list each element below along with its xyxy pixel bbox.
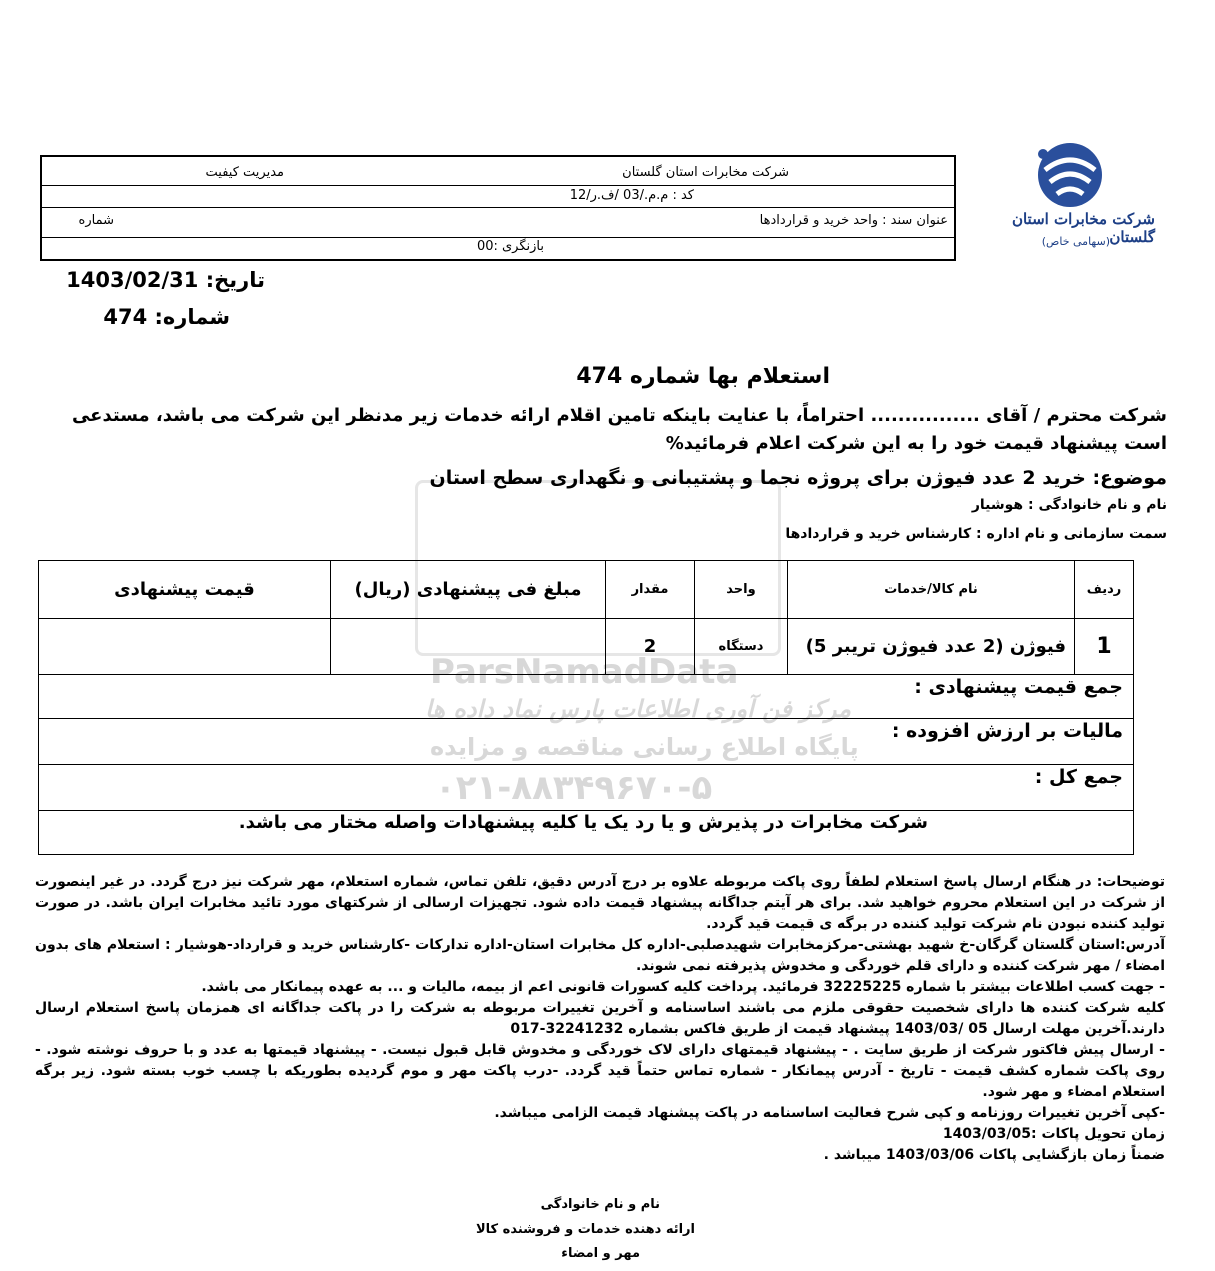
header-company: شرکت مخابرات استان گلستان <box>622 165 789 180</box>
signature-seal: مهر و امضاء <box>561 1246 640 1261</box>
header-revision: بازنگری :00 <box>476 239 544 254</box>
cell-price[interactable] <box>39 619 331 675</box>
company-logo <box>985 140 1165 260</box>
watermark-brand: ParsNamadData <box>430 652 739 692</box>
th-row: ردیف <box>1075 561 1134 619</box>
doc-date: تاریخ: 1403/02/31 <box>66 268 265 292</box>
intro-paragraph: شرکت محترم / آقای ................ احتراماً، با عنایت باینکه تامین اقلام ارائه خدمات زیر مدنظر این شرکت می باشد، مستدعی است پیشنهاد قیمت خود را به این شرکت اعلام فرمائید% <box>71 405 1167 454</box>
watermark-phone: ۰۲۱-۸۸۳۴۹۶۷۰-۵ <box>435 768 713 808</box>
vat-row <box>39 719 1134 765</box>
note-7: زمان تحویل پاکات :1403/03/05 <box>942 1126 1165 1142</box>
cell-row: 1 <box>1075 619 1134 675</box>
header-number-label: شماره <box>78 213 114 228</box>
cell-unit-price[interactable] <box>331 619 606 675</box>
vat-label: مالیات بر ارزش افزوده : <box>39 719 1134 765</box>
table-row <box>39 619 1134 675</box>
th-unit: واحد <box>695 561 788 619</box>
doc-number: شماره: 474 <box>103 305 230 329</box>
subject-line: موضوع: خرید 2 عدد فیوژن برای پروژه نجما و پشتیبانی و نگهداری سطح استان <box>429 467 1167 489</box>
watermark-line1: مرکز فن آوری اطلاعات پارس نماد داده ها <box>425 695 851 723</box>
watermark-line2: پایگاه اطلاع رسانی مناقصه و مزایده <box>430 733 859 761</box>
page-title: استعلام بها شماره 474 <box>576 364 830 389</box>
items-table <box>38 560 1134 855</box>
th-item: نام کالا/خدمات <box>788 561 1075 619</box>
table-footer: شرکت مخابرات در پذیرش و یا رد یک یا کلیه پیشنهادات واصله مختار می باشد. <box>39 811 1134 855</box>
header-row-2 <box>42 185 954 208</box>
header-code: کد : م.م./03 /ف.ر/12 <box>569 188 694 203</box>
signature-name: نام و نام خانوادگی <box>540 1197 660 1212</box>
th-qty: مقدار <box>606 561 695 619</box>
sum-row <box>39 675 1134 719</box>
header-quality: مدیریت کیفیت <box>205 165 284 180</box>
logo-sub: (سهامی خاص) <box>1041 235 1110 248</box>
sum-label: جمع قیمت پیشنهادی : <box>39 675 1134 719</box>
note-6: -کپی آخرین تغییرات روزنامه و کپی شرح فعالیت اساسنامه در پاکت پیشنهاد قیمت الزامی میباشد. <box>494 1105 1165 1121</box>
cell-item: فیوژن (2 عدد فیوژن تریبر 5) <box>788 619 1075 675</box>
th-unit-price: مبلغ فی پیشنهادی (ریال) <box>331 561 606 619</box>
logo-name: شرکت مخابرات استان گلستان <box>1011 210 1155 246</box>
note-8: ضمناً زمان بازگشایی پاکات 1403/03/06 میباشد . <box>823 1147 1165 1163</box>
note-3: - جهت کسب اطلاعات بیشتر با شماره 32225225 فرمائید. پرداخت کلیه کسورات قانونی اعم از بیمه، مالیات و ... به عهده پیمانکار می باشد. <box>201 979 1165 995</box>
th-price: قیمت پیشنهادی <box>39 561 331 619</box>
person-line: نام و نام خانوادگی : هوشیار <box>971 497 1167 513</box>
table-footer-row <box>39 811 1134 855</box>
signature-provider: ارائه دهنده خدمات و فروشنده کالا <box>476 1222 695 1237</box>
header-row-3 <box>42 207 954 238</box>
note-2: آدرس:استان گلستان گرگان-خ شهید بهشتی-مرکزمخابرات شهیدصلبی-اداره کل مخابرات استان-اداره تدارکات -کارشناس خرید و قرارداد-هوشیار : استعلام های بدون امضاء / مهر شرکت کننده و دارای قلم خوردگی و مخدوش پذیرفته نمی شوند. <box>35 937 1165 974</box>
total-row <box>39 765 1134 811</box>
notes-section <box>35 872 1165 1166</box>
header-row-4 <box>42 237 954 259</box>
header-doc-title: عنوان سند : واحد خرید و قراردادها <box>759 213 948 228</box>
total-label: جمع کل : <box>39 765 1134 811</box>
position-line: سمت سازمانی و نام اداره : کارشناس خرید و قراردادها <box>785 526 1167 542</box>
cell-qty: 2 <box>606 619 695 675</box>
document-header <box>40 155 956 261</box>
header-row-1 <box>42 161 954 186</box>
cell-unit: دستگاه <box>695 619 788 675</box>
note-1: توضیحات: در هنگام ارسال پاسخ استعلام لطفاً روی پاکت مربوطه علاوه بر درج آدرس دقیق، تلفن تماس، شماره استعلام، مهر شرکت نیز درج گردد. در غیر اینصورت از شرکت در این استعلام محروم خواهید شد. برای هر آیتم جداگانه پیشنهاد قیمت داده شود. تجهیزات ارسالی از شرکتهای مورد تائید مخابرات ایران باشد. در صورت تولید کننده نبودن نام شرکت تولید کننده در برگه ی قیمت قید گردد. <box>35 874 1165 932</box>
note-4: کلیه شرکت کننده ها دارای شخصیت حقوقی ملزم می باشند اساسنامه و آخرین تغییرات مربوطه به شرکت را در پاکت جداگانه ای همزمان پاسخ استعلام ارسال دارند.آخرین مهلت ارسال 05 /1403/03 پیشنهاد قیمت از طریق فاکس بشماره 32241232-017 <box>35 1000 1165 1037</box>
table-header-row <box>39 561 1134 619</box>
note-5: - ارسال پیش فاکتور شرکت از طریق سایت . - پیشنهاد قیمتهای دارای لاک خوردگی و مخدوش قابل قبول نیست. - پیشنهاد قیمتها به عدد و با حروف نوشته شود. - روی پاکت شماره کشف قیمت - تاریخ - آدرس پیمانکار - شماره تماس حتماً قید گردد. -درب پاکت مهر و موم گردیده بطوریکه با چسب خوب بسته شود. زیر برگه استعلام امضاء و مهر شود. <box>35 1042 1165 1100</box>
